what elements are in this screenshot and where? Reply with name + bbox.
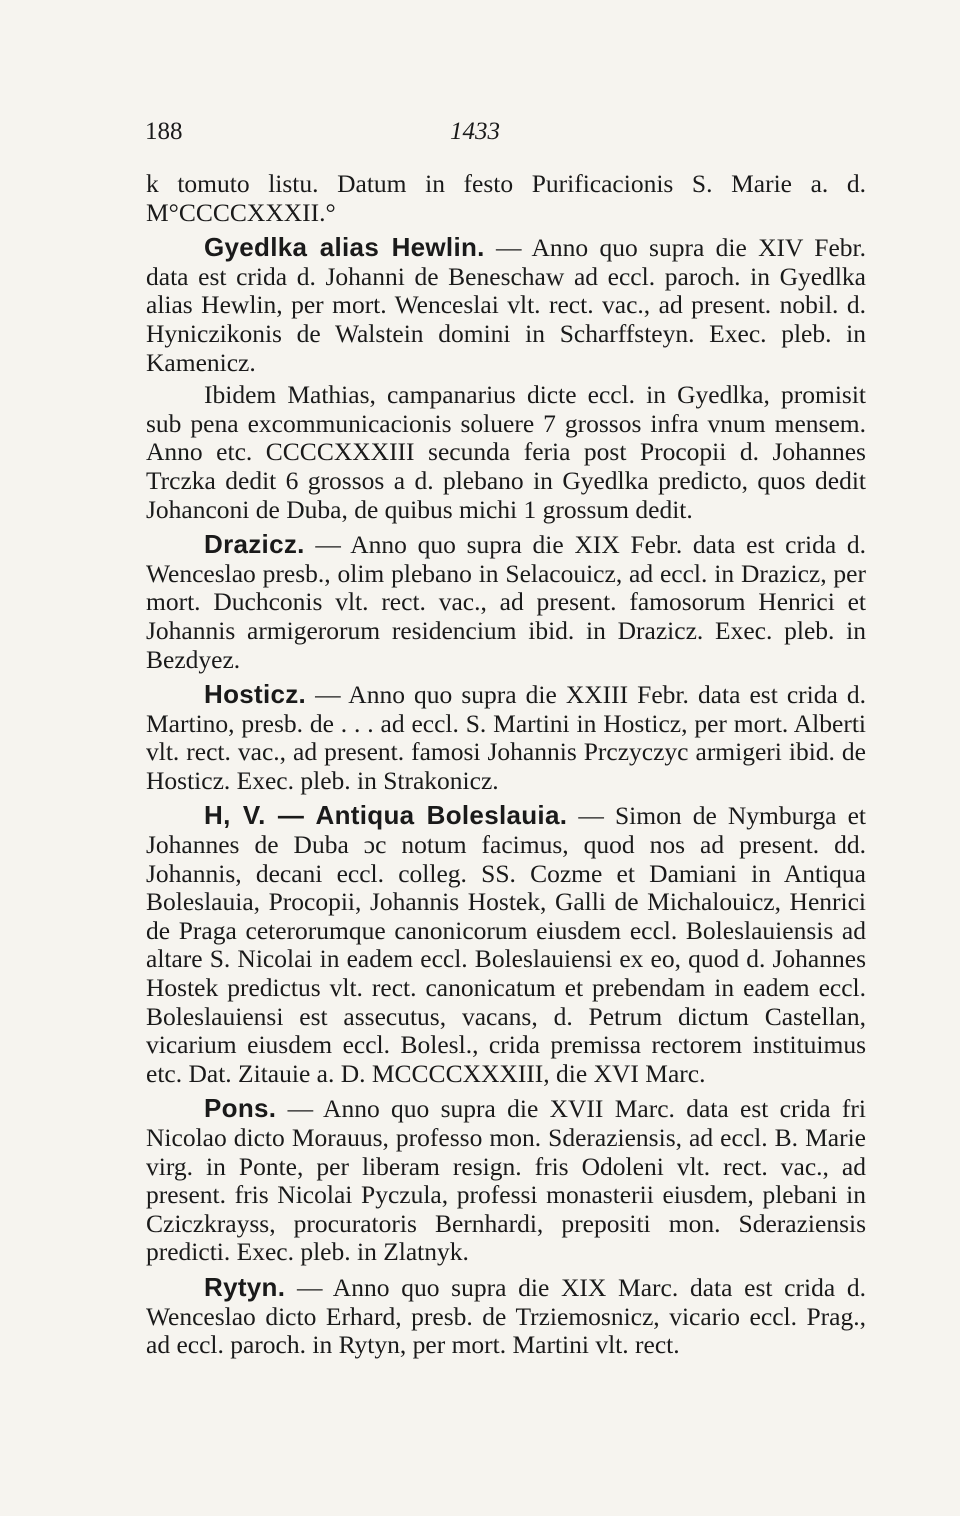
entry-text: — Anno quo supra die XIX Marc. data est crida d. Wenceslao dicto Erhard, presb. de Trziemosnicz, vicario eccl. Prag., ad eccl. paroch. in Rytyn, per mort. Martini vlt. rect. <box>146 1272 866 1360</box>
entry-text: Ibidem Mathias, campanarius dicte eccl. in Gyedlka, promisit sub pena excommunicacionis soluere 7 grossos infra vnum mensem. Anno etc. CCCCXXXIII secunda feria post Procopii d. Johannes Trczka dedit 6 grossos a d. plebano in Gyedlka predicto, quos dedit Johanconi de Duba, de quibus michi 1 grossum dedit. <box>146 380 866 524</box>
running-year: 1433 <box>450 118 500 145</box>
entry-continuation <box>146 170 866 227</box>
entry-antiqua-boleslauia <box>146 801 866 1088</box>
entry-hosticz <box>146 680 866 795</box>
entry-heading: Gyedlka alias Hewlin. <box>204 232 485 263</box>
entry-text: — Anno quo supra die XVII Marc. data est crida fri Nicolao dicto Morauus, professo mon. Sderaziensis, ad eccl. B. Marie virg. in Ponte, per liberam resign. fris Odoleni vlt. rect. vac., ad present. fris Nicolai Pyczula, professi monasterii eiusdem, plebani in Cziczkrayss, procuratoris Bernhardi, prepositi mon. Sderaziensis predicti. Exec. pleb. in Zlatnyk. <box>146 1094 866 1267</box>
entry-heading: Hosticz. <box>204 679 307 710</box>
entry-text: — Anno quo supra die XXIII Febr. data est crida d. Martino, presb. de . . . ad eccl. S. Martini in Hosticz, per mort. Alberti vlt. rect. vac., ad present. famosi Johannis Prczyczyc armigeri ibid. de Hosticz. Exec. pleb. in Strakonicz. <box>146 680 866 795</box>
entry-heading: Pons. <box>204 1093 277 1124</box>
entry-heading: Rytyn. <box>204 1271 286 1302</box>
page-header <box>145 118 865 154</box>
entry-gyedlka <box>146 233 866 377</box>
entry-text: — Simon de Nymburga et Johannes de Duba ɔc notum facimus, quod nos ad present. dd. Johannis, decani eccl. colleg. SS. Cozme et Damiani in Antiqua Boleslauia, Procopii, Johannis Hostek, Galli de Michalouicz, Henrici de Praga ceterorumque canonicorum eiusdem eccl. Boleslauiensis ad altare S. Nicolai in eadem eccl. Boleslauiensi ex eo, quod d. Johannes Hostek predictus vlt. rect. canonicatum et prebendam in eadem eccl. Boleslauiensi est assecutus, vacans, d. Petrum dictum Castellan, vicarium eiusdem eccl. Bolesl., crida premissa rectorem instituimus etc. Dat. Zitauie a. D. MCCCCXXXIII, die XVI Marc. <box>146 801 867 1088</box>
entry-text: k tomuto listu. Datum in festo Purificacionis S. Marie a. d. M°CCCCXXXII.° <box>146 169 866 227</box>
entry-drazicz <box>146 530 866 674</box>
entry-ibidem <box>146 381 866 524</box>
text-body <box>146 170 866 1360</box>
entry-pons <box>146 1094 866 1267</box>
entry-rytyn <box>146 1273 866 1360</box>
entry-text: — Anno quo supra die XIV Febr. data est crida d. Johanni de Beneschaw ad eccl. paroch. in Gyedlka alias Hewlin, per mort. Wenceslai vlt. rect. vac., ad present. nobil. d. Hyniczikonis de Walstein domini in Scharffsteyn. Exec. pleb. in Kamenicz. <box>146 233 866 377</box>
entry-heading: H, V. — Antiqua Boleslauia. <box>204 800 568 831</box>
entry-text: — Anno quo supra die XIX Febr. data est crida d. Wenceslao presb., olim plebano in Selacouicz, ad eccl. in Drazicz, per mort. Duchconis vlt. rect. vac., ad present. famosorum Henrici et Johannis armigerorum residencium ibid. in Drazicz. Exec. pleb. in Bezdyez. <box>146 530 866 674</box>
page-number: 188 <box>145 118 183 145</box>
entry-heading: Drazicz. <box>204 529 305 560</box>
